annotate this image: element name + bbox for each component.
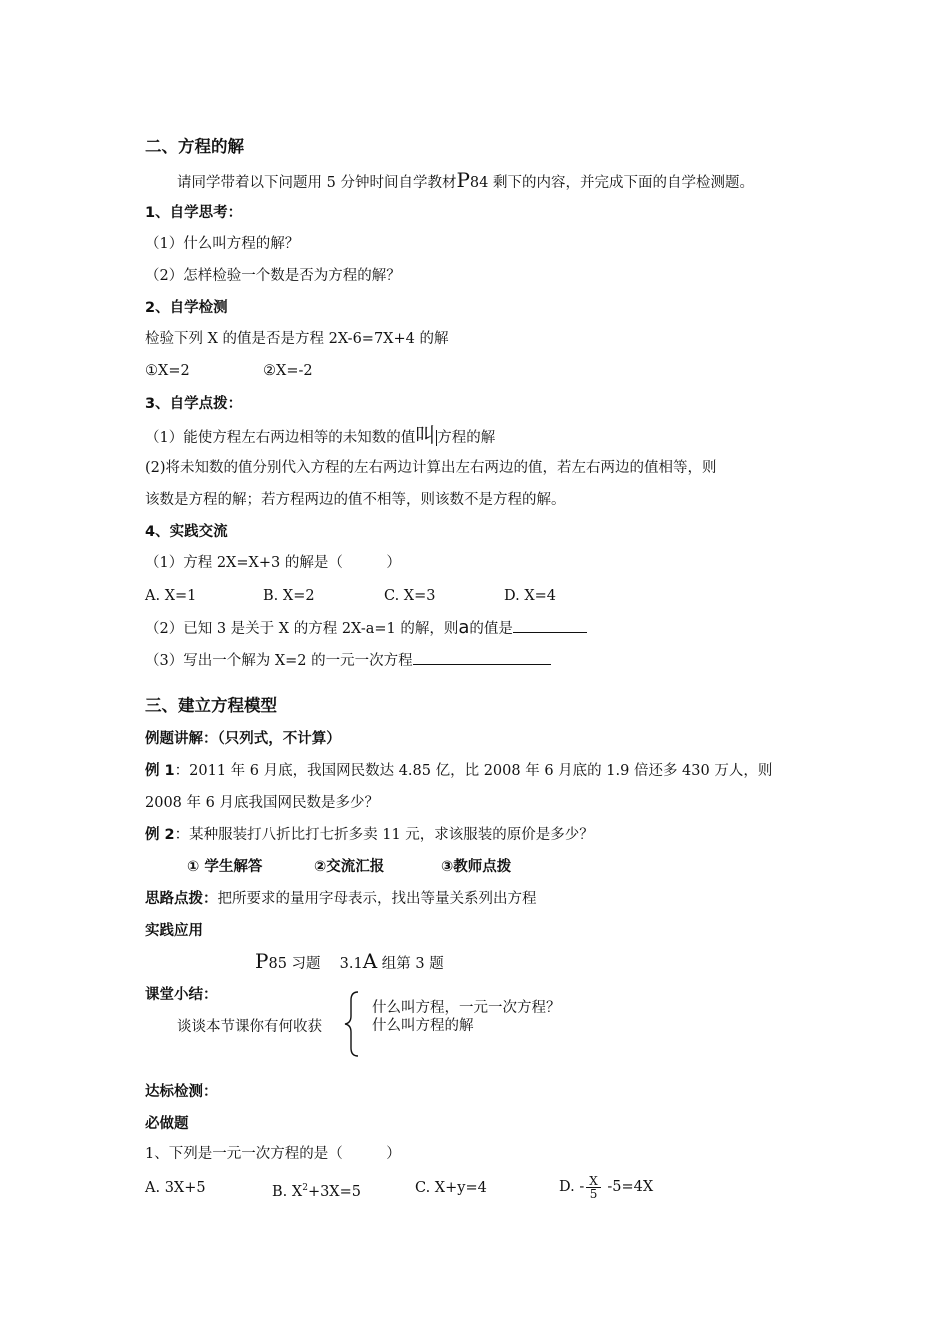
q1-d-pre: D. - — [559, 1179, 585, 1195]
practice-exchange-title: 4、实践交流 — [145, 524, 228, 540]
q1-d-fraction — [586, 1175, 601, 1200]
example-1-label: 例 1 — [145, 763, 175, 779]
q1-d-num: X — [586, 1175, 601, 1188]
q1-b-rest: +3X=5 — [307, 1183, 362, 1200]
practice-q2-var: a — [458, 617, 470, 638]
self-think-title: 1、自学思考： — [145, 205, 243, 221]
intro-text-b: 84 剩下的内容，并完成下面的自学检测题。 — [469, 175, 754, 191]
practice-q1: （1）方程 2X=X+3 的解是（ ） — [145, 555, 401, 571]
self-test-title: 2、自学检测 — [145, 300, 228, 316]
test-title: 达标检测： — [145, 1084, 218, 1100]
practice-c: 组第 3 题 — [377, 956, 444, 972]
intro-p: P — [456, 168, 470, 192]
q1-option-c: C. X+y=4 — [415, 1180, 487, 1196]
practice-q1-option-d: D. X=4 — [504, 588, 557, 604]
self-test-option-2: ②X=-2 — [263, 363, 313, 379]
section3-title: 三、建立方程模型 — [145, 696, 277, 715]
question-1: 1、下列是一元一次方程的是（ ） — [145, 1146, 401, 1162]
q1-b-base: B. X — [272, 1183, 303, 1200]
practice-q1-option-c: C. X=3 — [384, 588, 436, 604]
example-1-text: ：2011 年 6 月底，我国网民数达 4.85 亿，比 2008 年 6 月底的 1.9 倍还多 430 万人，则 — [174, 763, 773, 779]
step-2: ②交流汇报 — [314, 859, 385, 875]
summary-right-1: 什么叫方程，一元一次方程？ — [372, 1000, 561, 1016]
practice-application-title: 实践应用 — [145, 923, 203, 939]
example-2-label: 例 2 — [145, 827, 175, 843]
required-title: 必做题 — [145, 1116, 189, 1132]
practice-q1-option-a: A. X=1 — [145, 588, 197, 604]
brace-icon — [342, 990, 362, 1058]
practice-b: A — [362, 949, 378, 973]
self-think-q2: （2）怎样检验一个数是否为方程的解？ — [145, 268, 401, 284]
step-1: ① 学生解答 — [187, 859, 263, 875]
example-2 — [145, 825, 594, 845]
example-heading: 例题讲解：（只列式，不计算） — [145, 731, 341, 747]
example-1-cont: 2008 年 6 月底我国网民数是多少？ — [145, 795, 379, 811]
self-tips-title: 3、自学点拨： — [145, 396, 243, 412]
practice-q3 — [145, 650, 551, 671]
section2-intro — [177, 170, 754, 193]
summary-left: 谈谈本节课你有何收获 — [177, 1019, 322, 1035]
tips-p1-c: 方程的解 — [437, 430, 496, 446]
practice-q2-a: （2）已知 3 是关于 X 的方程 2X-a=1 的解，则 — [145, 621, 459, 637]
practice-p: P — [255, 949, 269, 973]
q1-b-sup: 2 — [302, 1183, 308, 1193]
q1-option-d — [559, 1168, 653, 1206]
self-tips-p3: 该数是方程的解；若方程两边的值不相等，则该数不是方程的解。 — [145, 492, 566, 508]
self-tips-p2: (2)将未知数的值分别代入方程的左右两边计算出左右两边的值，若左右两边的值相等，则 — [145, 460, 717, 476]
self-test-option-1: ①X=2 — [145, 363, 190, 379]
q1-d-den: 5 — [589, 1186, 598, 1201]
practice-application-text — [255, 951, 444, 974]
section2-title: 二、方程的解 — [145, 137, 244, 156]
q1-d-post: -5=4X — [602, 1179, 654, 1195]
tip-label: 思路点拨： — [145, 891, 218, 907]
example-2-text: ：某种服装打八折比打七折多卖 11 元，求该服装的原价是多少？ — [174, 827, 594, 843]
self-think-q1: （1）什么叫方程的解？ — [145, 236, 300, 252]
practice-q2-c: 的值是 — [469, 621, 513, 637]
q1-option-a: A. 3X+5 — [145, 1180, 206, 1196]
self-tips-p1 — [145, 425, 495, 448]
intro-text-a: 请同学带着以下问题用 5 分钟时间自学教材 — [177, 175, 457, 191]
answer-blank[interactable] — [413, 650, 551, 665]
self-test-text: 检验下列 X 的值是否是方程 2X-6=7X+4 的解 — [145, 331, 449, 347]
practice-q3-text: （3）写出一个解为 X=2 的一元一次方程 — [145, 653, 413, 669]
practice-a: 85 习题 3.1 — [268, 956, 363, 972]
q1-option-b — [272, 1178, 361, 1202]
thinking-tip — [145, 889, 537, 909]
answer-blank[interactable] — [513, 618, 587, 633]
practice-q1-option-b: B. X=2 — [263, 588, 315, 604]
tips-p1-a: （1）能使方程左右两边相等的未知数的值 — [145, 430, 416, 446]
summary-title: 课堂小结： — [145, 987, 218, 1003]
summary-right-2: 什么叫方程的解 — [372, 1018, 474, 1034]
tips-p1-b: 叫 — [415, 423, 436, 447]
practice-q2 — [145, 618, 587, 639]
step-3: ③教师点拨 — [441, 859, 512, 875]
example-1 — [145, 761, 772, 781]
tip-text: 把所要求的量用字母表示，找出等量关系列出方程 — [217, 891, 537, 907]
